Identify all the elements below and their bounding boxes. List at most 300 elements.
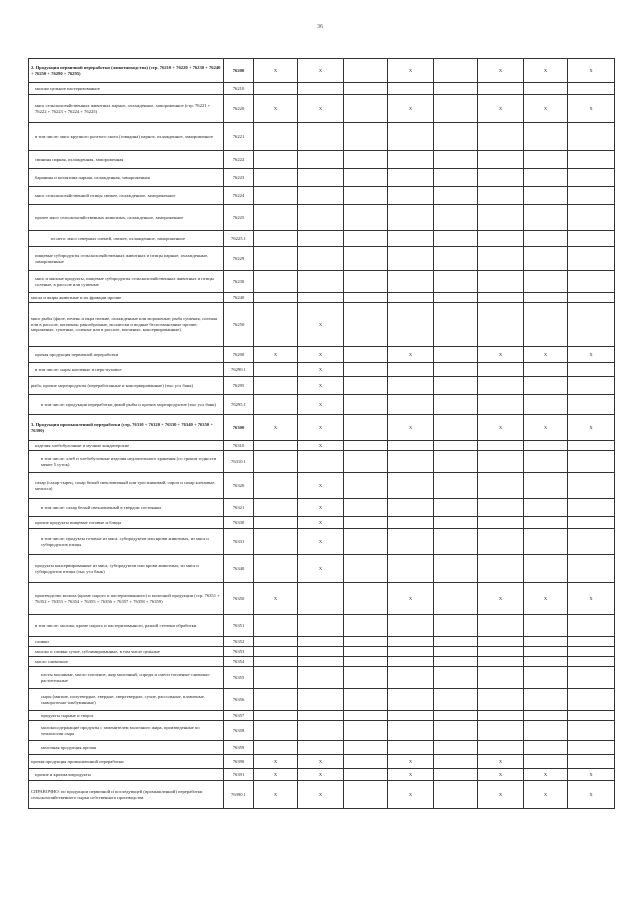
data-cell [568, 441, 615, 451]
data-cell [434, 741, 478, 755]
row-code: 76358 [224, 721, 254, 741]
data-cell [434, 395, 478, 415]
data-cell [478, 657, 524, 667]
data-cell [568, 667, 615, 689]
row-code: 76356 [224, 689, 254, 711]
data-cell [524, 441, 568, 451]
data-cell [344, 187, 388, 205]
data-cell: X [254, 95, 298, 123]
row-name: сливки [29, 637, 224, 647]
row-name: прочее мясо сельскохозяйственных животных, охлажденное, замороженное [29, 205, 224, 231]
row-name: 3. Продукция промышленной переработки (стр. 76310 + 76320 + 76330 + 76340 + 76350 + 76390) [29, 415, 224, 441]
data-cell [388, 615, 434, 637]
data-cell [434, 151, 478, 169]
data-cell [344, 769, 388, 781]
data-cell [388, 517, 434, 529]
row-code: 76350 [224, 583, 254, 615]
data-cell [478, 667, 524, 689]
data-cell [434, 377, 478, 395]
row-name: рыба, прочие морепродукты (переработанные и консервированные) (тыс усл банк) [29, 377, 224, 395]
data-cell [568, 647, 615, 657]
data-cell [478, 205, 524, 231]
data-cell [478, 83, 524, 95]
data-cell [388, 395, 434, 415]
data-cell: X [388, 769, 434, 781]
data-cell [524, 529, 568, 555]
data-cell [524, 377, 568, 395]
data-cell [478, 169, 524, 187]
data-cell [388, 303, 434, 347]
row-name: мясо сельскохозяйственной птицы свежее, охлажденное, замороженное [29, 187, 224, 205]
data-cell [298, 247, 344, 271]
data-cell: X [298, 303, 344, 347]
data-cell [434, 711, 478, 721]
data-cell [568, 755, 615, 769]
data-cell: X [478, 583, 524, 615]
row-code: 76352 [224, 637, 254, 647]
data-cell: X [254, 755, 298, 769]
data-cell [568, 123, 615, 151]
table-row [29, 583, 615, 615]
data-cell: X [568, 583, 615, 615]
table-row [29, 303, 615, 347]
row-code: 76221 [224, 123, 254, 151]
data-cell: X [524, 95, 568, 123]
data-cell: X [388, 59, 434, 83]
table-row [29, 247, 615, 271]
data-cell [254, 123, 298, 151]
data-cell [524, 83, 568, 95]
data-cell [388, 441, 434, 451]
data-cell [434, 689, 478, 711]
data-cell [344, 583, 388, 615]
data-cell [344, 303, 388, 347]
table-row [29, 637, 615, 647]
row-code: 76351 [224, 615, 254, 637]
row-name: СПРАВОЧНО: по продукции первичной и последующей (промышленной) переработки сельскохозяйственного сырья собственного производства [29, 781, 224, 809]
data-cell [388, 657, 434, 667]
row-name: в том числе: хлеб и хлебобулочные изделия недлительного хранения (со сроком годности менее 5 суток) [29, 451, 224, 473]
row-code: 76355 [224, 667, 254, 689]
data-cell [388, 721, 434, 741]
data-cell [524, 637, 568, 647]
data-cell [344, 347, 388, 363]
data-cell [478, 377, 524, 395]
data-cell [434, 637, 478, 647]
data-cell [298, 711, 344, 721]
data-cell [388, 293, 434, 303]
data-cell [254, 451, 298, 473]
data-cell: X [388, 415, 434, 441]
table-row [29, 395, 615, 415]
row-name: молочная продукция прочая [29, 741, 224, 755]
row-code: 76321 [224, 499, 254, 517]
data-cell [254, 441, 298, 451]
data-cell [568, 741, 615, 755]
data-cell: X [298, 755, 344, 769]
data-cell [388, 83, 434, 95]
data-cell: X [524, 59, 568, 83]
data-cell [568, 689, 615, 711]
table-row [29, 647, 615, 657]
table-row [29, 781, 615, 809]
data-cell [254, 615, 298, 637]
data-cell [344, 647, 388, 657]
data-cell: X [298, 517, 344, 529]
data-cell: X [388, 781, 434, 809]
row-name: из него: мясо северных оленей, свежее, охлажденное, замороженное [29, 231, 224, 247]
data-cell: X [478, 95, 524, 123]
data-cell [298, 657, 344, 667]
row-name: баранина и козлятина парная, охлажденная, замороженная [29, 169, 224, 187]
data-cell [388, 247, 434, 271]
data-cell [478, 637, 524, 647]
data-cell: X [298, 555, 344, 583]
row-name: в том числе: молоко, кроме сырого и пастеризованного, разной степени обработки [29, 615, 224, 637]
table-row [29, 151, 615, 169]
data-cell [344, 59, 388, 83]
data-cell [298, 637, 344, 647]
data-cell [568, 205, 615, 231]
data-cell [298, 647, 344, 657]
data-cell [254, 377, 298, 395]
data-cell [524, 615, 568, 637]
data-cell [344, 169, 388, 187]
data-cell [478, 451, 524, 473]
data-cell [524, 657, 568, 667]
data-cell [434, 441, 478, 451]
data-cell [524, 451, 568, 473]
data-cell [524, 517, 568, 529]
row-name: в том числе: мясо крупного рогатого скота (говядина) парное, охлажденное, замороженное [29, 123, 224, 151]
data-cell [254, 293, 298, 303]
data-cell [478, 151, 524, 169]
table-row [29, 59, 615, 83]
data-cell [434, 583, 478, 615]
row-code: 76224 [224, 187, 254, 205]
data-cell [434, 529, 478, 555]
data-cell [568, 377, 615, 395]
data-cell [388, 529, 434, 555]
data-cell [254, 647, 298, 657]
table-row [29, 415, 615, 441]
table-row [29, 123, 615, 151]
row-code: 76223 [224, 169, 254, 187]
table-row [29, 755, 615, 769]
data-cell [568, 271, 615, 293]
data-cell [254, 721, 298, 741]
row-name: молоко и сливки сухие, сублимированные, в том числе цельные [29, 647, 224, 657]
data-cell [524, 667, 568, 689]
row-code: 76391 [224, 769, 254, 781]
data-cell [298, 169, 344, 187]
data-cell [344, 615, 388, 637]
row-code: 76229 [224, 247, 254, 271]
data-cell [434, 721, 478, 741]
table-row [29, 473, 615, 499]
row-name: продукты сырные и творог [29, 711, 224, 721]
row-code: 76390 [224, 755, 254, 769]
data-cell [344, 689, 388, 711]
table-row [29, 667, 615, 689]
data-cell [344, 755, 388, 769]
data-cell: X [568, 769, 615, 781]
row-name: сахар (сахар-сырец, сахар белый свекловичный или тростниковый, сироп и сахар кленовые, мелисса) [29, 473, 224, 499]
row-code: 76310 [224, 441, 254, 451]
data-cell [254, 395, 298, 415]
data-cell [344, 555, 388, 583]
data-cell [254, 555, 298, 583]
data-cell [478, 721, 524, 741]
data-cell [568, 657, 615, 667]
data-cell [388, 169, 434, 187]
data-cell [388, 205, 434, 231]
data-cell: X [388, 583, 434, 615]
data-cell: X [478, 347, 524, 363]
row-name: в том числе: продукты готовые из мяса, субпродуктов или крови животных, из мяса и субпродуктов птицы [29, 529, 224, 555]
data-cell [254, 187, 298, 205]
data-cell [434, 187, 478, 205]
data-cell [388, 711, 434, 721]
data-cell [344, 721, 388, 741]
data-cell [344, 451, 388, 473]
row-code: 76357 [224, 711, 254, 721]
row-name: изделия хлебобулочные и мучные кондитерские [29, 441, 224, 451]
data-cell [478, 303, 524, 347]
data-cell [344, 151, 388, 169]
row-code: 76390.1 [224, 781, 254, 809]
data-cell [434, 499, 478, 517]
data-cell [478, 441, 524, 451]
data-cell: X [568, 95, 615, 123]
data-cell: X [254, 781, 298, 809]
data-cell [524, 395, 568, 415]
data-cell: X [298, 347, 344, 363]
data-cell [524, 247, 568, 271]
data-cell [568, 293, 615, 303]
data-cell [344, 95, 388, 123]
data-cell: X [298, 95, 344, 123]
data-cell [254, 741, 298, 755]
data-cell: X [298, 363, 344, 377]
data-cell [434, 615, 478, 637]
data-cell: X [254, 347, 298, 363]
data-cell [568, 247, 615, 271]
data-cell [298, 231, 344, 247]
row-name: пищевые субпродукты сельскохозяйственных животных и птицы парные, охлажденные, замороженные [29, 247, 224, 271]
data-cell [298, 187, 344, 205]
data-cell [388, 473, 434, 499]
row-code: 76331 [224, 529, 254, 555]
table-row [29, 377, 615, 395]
data-cell [254, 711, 298, 721]
data-cell [524, 363, 568, 377]
data-cell [388, 667, 434, 689]
data-cell [298, 271, 344, 293]
data-cell [388, 151, 434, 169]
data-cell [478, 647, 524, 657]
data-cell [478, 711, 524, 721]
data-cell [298, 205, 344, 231]
row-name: прочие продукты пищевые готовые и блюда [29, 517, 224, 529]
table-row [29, 657, 615, 667]
data-cell [434, 231, 478, 247]
data-cell [568, 363, 615, 377]
data-cell: X [524, 769, 568, 781]
data-cell [524, 293, 568, 303]
data-cell [524, 711, 568, 721]
data-cell [254, 517, 298, 529]
row-code: 76222 [224, 151, 254, 169]
data-cell [254, 689, 298, 711]
table-row [29, 451, 615, 473]
table-row [29, 231, 615, 247]
data-cell [434, 667, 478, 689]
table-row [29, 95, 615, 123]
data-cell [254, 499, 298, 517]
data-cell: X [388, 95, 434, 123]
data-cell [344, 377, 388, 395]
data-cell [344, 657, 388, 667]
row-code: 76310.1 [224, 451, 254, 473]
data-cell [344, 83, 388, 95]
data-cell: X [524, 583, 568, 615]
data-cell: X [478, 755, 524, 769]
data-cell [434, 451, 478, 473]
row-name: молоко цельное пастеризованное [29, 83, 224, 95]
table-row [29, 293, 615, 303]
data-cell [478, 395, 524, 415]
row-code: 76240 [224, 293, 254, 303]
data-cell [434, 59, 478, 83]
row-code: 76295 [224, 377, 254, 395]
row-name: в том числе: сахар белый свекловичный в твердом состоянии [29, 499, 224, 517]
data-cell [434, 247, 478, 271]
row-code: 76225.1 [224, 231, 254, 247]
data-cell [524, 187, 568, 205]
data-cell [434, 83, 478, 95]
row-name: прочие и крахмалопродукты [29, 769, 224, 781]
table-row [29, 169, 615, 187]
data-cell [434, 123, 478, 151]
data-cell [388, 377, 434, 395]
data-cell [568, 451, 615, 473]
data-cell [344, 473, 388, 499]
data-cell [434, 303, 478, 347]
data-cell: X [298, 441, 344, 451]
row-name: молокосодержащие продукты с заменителем молочного жира, произведенные по технологии сыра [29, 721, 224, 741]
data-cell [568, 395, 615, 415]
data-cell [568, 169, 615, 187]
data-cell [434, 647, 478, 657]
data-cell [254, 473, 298, 499]
data-cell [434, 517, 478, 529]
data-cell [298, 721, 344, 741]
row-code: 76220 [224, 95, 254, 123]
data-cell [568, 721, 615, 741]
data-cell [298, 667, 344, 689]
data-cell [434, 755, 478, 769]
table-row [29, 711, 615, 721]
data-cell [388, 689, 434, 711]
data-cell [298, 615, 344, 637]
data-cell [524, 689, 568, 711]
data-cell: X [524, 347, 568, 363]
data-cell [434, 555, 478, 583]
row-code: 76354 [224, 657, 254, 667]
data-cell [434, 205, 478, 231]
row-code: 76230 [224, 271, 254, 293]
data-cell [344, 271, 388, 293]
data-cell [568, 499, 615, 517]
data-cell: X [298, 473, 344, 499]
data-cell [434, 781, 478, 809]
data-cell [434, 363, 478, 377]
table-row [29, 721, 615, 741]
table-row [29, 499, 615, 517]
data-cell [388, 647, 434, 657]
data-cell: X [388, 755, 434, 769]
data-cell [434, 169, 478, 187]
production-table [28, 58, 615, 809]
row-name: мясо и мясные продукты, пищевые субпродукты сельскохозяйственных животных и птицы соленые, в рассоле или сушеные [29, 271, 224, 293]
row-name: свинина парная, охлажденная, замороженная [29, 151, 224, 169]
row-code: 76225 [224, 205, 254, 231]
row-code: 76353 [224, 647, 254, 657]
data-cell [388, 741, 434, 755]
data-cell [388, 637, 434, 647]
data-cell [344, 231, 388, 247]
row-code: 76290 [224, 347, 254, 363]
data-cell [524, 271, 568, 293]
data-cell [478, 499, 524, 517]
table-row [29, 271, 615, 293]
data-cell: X [478, 59, 524, 83]
row-code: 76290.1 [224, 363, 254, 377]
data-cell [388, 363, 434, 377]
data-cell [524, 205, 568, 231]
data-cell [434, 271, 478, 293]
data-cell: X [478, 415, 524, 441]
data-cell [344, 247, 388, 271]
data-cell: X [478, 769, 524, 781]
row-name: в том числе: сыры копченые и перо-пуховое [29, 363, 224, 377]
data-cell: X [254, 59, 298, 83]
data-cell [478, 187, 524, 205]
data-cell [524, 755, 568, 769]
row-name: в том числе: продукция переработки дикой рыбы и прочих морепродуктов (тыс усл банк) [29, 395, 224, 415]
row-code: 76250 [224, 303, 254, 347]
data-cell [344, 441, 388, 451]
table-row [29, 555, 615, 583]
data-cell [478, 247, 524, 271]
data-cell [344, 363, 388, 377]
table-row [29, 347, 615, 363]
data-cell [568, 187, 615, 205]
data-cell [568, 83, 615, 95]
data-cell: X [524, 415, 568, 441]
data-cell: X [298, 769, 344, 781]
data-cell: X [298, 395, 344, 415]
table-row [29, 83, 615, 95]
data-cell [568, 473, 615, 499]
row-name: пасты масляные, масло топленое, жир молочный, спреды и смеси топленые сливочно-растительные [29, 667, 224, 689]
data-cell [388, 499, 434, 517]
data-cell [254, 363, 298, 377]
row-code: 76200 [224, 59, 254, 83]
row-name: 2. Продукция первичной переработки (животноводства) (стр. 76210 + 76220 + 76230 + 76240 + 76250 + 76290 + 76295) [29, 59, 224, 83]
data-cell [254, 247, 298, 271]
